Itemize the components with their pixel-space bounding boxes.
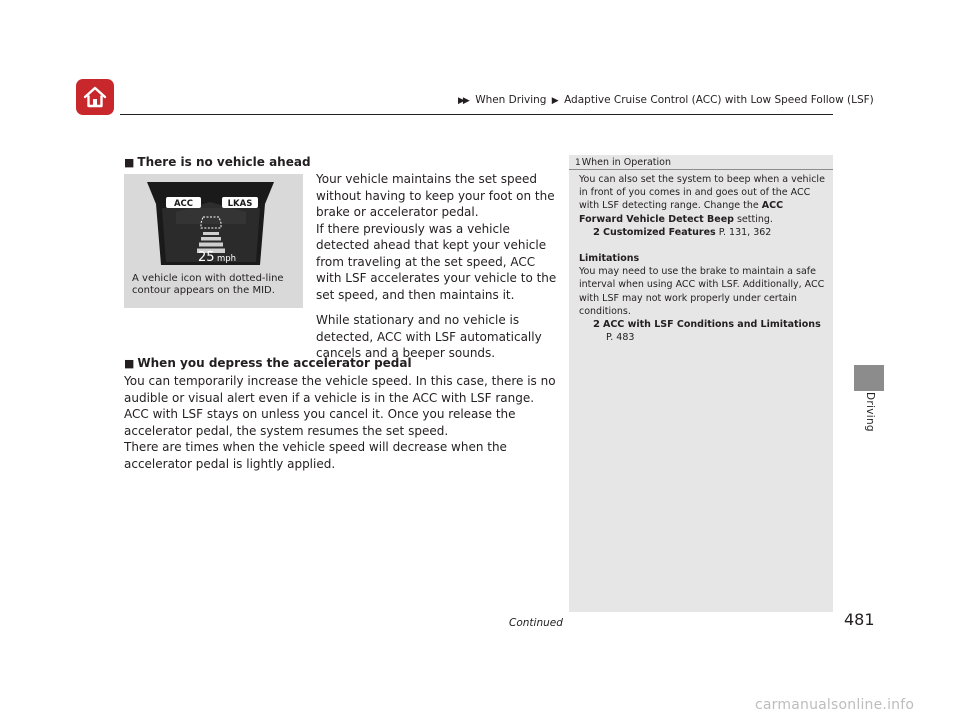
page-number: 481 bbox=[844, 610, 875, 629]
breadcrumb-item-when-driving[interactable]: When Driving bbox=[475, 94, 547, 106]
cross-reference-icon: 2 bbox=[593, 319, 600, 331]
side-note-title: 1When in Operation bbox=[575, 157, 671, 168]
lkas-indicator: LKAS bbox=[227, 199, 253, 209]
breadcrumb-item-acc: Adaptive Cruise Control (ACC) with Low Speed Follow (LSF) bbox=[564, 94, 874, 106]
section2-para-3: There are times when the vehicle speed will decrease when the accelerator pedal is lightly applied. bbox=[124, 440, 507, 471]
setting-name: ACC Forward Vehicle Detect Beep bbox=[579, 200, 784, 225]
watermark: carmanualsonline.info bbox=[755, 697, 915, 713]
note-para-1: You can also set the system to beep when a vehicle in front of you comes in and goes out of the ACC with LSF detecting range. Change the ACC Forward Vehicle Detect Beep setting. bbox=[579, 174, 825, 225]
cross-reference-page[interactable]: P. 483 bbox=[606, 332, 635, 344]
figure-caption: A vehicle icon with dotted-line contour appears on the MID. bbox=[132, 273, 284, 296]
section2-para-1: You can temporarily increase the vehicle speed. In this case, there is no audible or visual alert even if a vehicle is in the ACC with LSF range. bbox=[124, 374, 556, 405]
side-note-rule bbox=[569, 169, 833, 170]
section1-para-2: If there previously was a vehicle detected ahead that kept your vehicle from traveling at the set speed, ACC with LSF accelerates your vehicle to the set speed, and then maintains it. bbox=[316, 221, 557, 302]
header-rule bbox=[120, 114, 833, 115]
square-bullet-icon: ■ bbox=[124, 357, 135, 370]
section1-para-3: While stationary and no vehicle is detected, ACC with LSF automatically cancels and a beeper sounds. bbox=[316, 313, 542, 360]
section1-para-1: Your vehicle maintains the set speed without having to keep your foot on the brake or accelerator pedal. bbox=[316, 172, 555, 219]
square-bullet-icon: ■ bbox=[124, 156, 135, 169]
limitations-text: You may need to use the brake to maintain a safe interval when using ACC with LSF. Additionally, ACC with LSF may not work properly under certain conditions. bbox=[579, 266, 825, 317]
breadcrumb-arrow-icon: ▶▶ bbox=[458, 96, 468, 106]
side-note-body bbox=[579, 173, 827, 344]
section-heading-no-vehicle: ■ There is no vehicle ahead bbox=[124, 155, 311, 169]
section2-body bbox=[124, 373, 556, 472]
breadcrumb-arrow-icon: ▶ bbox=[551, 96, 557, 106]
cross-reference-acc-limitations[interactable]: 2 ACC with LSF Conditions and Limitations bbox=[593, 319, 821, 331]
note-marker-icon: 1 bbox=[575, 158, 581, 168]
cross-reference-customized-features[interactable]: 2 Customized Features P. 131, 362 bbox=[593, 226, 772, 238]
speed-value: 25 bbox=[198, 250, 215, 265]
cross-reference-icon: 2 bbox=[593, 226, 600, 238]
speed-unit: mph bbox=[217, 254, 237, 264]
breadcrumb bbox=[458, 94, 874, 106]
home-icon bbox=[82, 85, 108, 109]
section-tab-label: Driving bbox=[864, 392, 876, 432]
section-heading-accelerator: ■ When you depress the accelerator pedal bbox=[124, 356, 412, 370]
home-button[interactable] bbox=[76, 79, 114, 115]
section2-para-2: ACC with LSF stays on unless you cancel it. Once you release the accelerator pedal, the system resumes the set speed. bbox=[124, 407, 516, 438]
continued-label: Continued bbox=[509, 617, 563, 629]
section1-body bbox=[316, 171, 558, 362]
limitations-title: Limitations bbox=[579, 253, 640, 265]
acc-indicator: ACC bbox=[173, 199, 194, 209]
section-tab[interactable] bbox=[854, 365, 884, 391]
